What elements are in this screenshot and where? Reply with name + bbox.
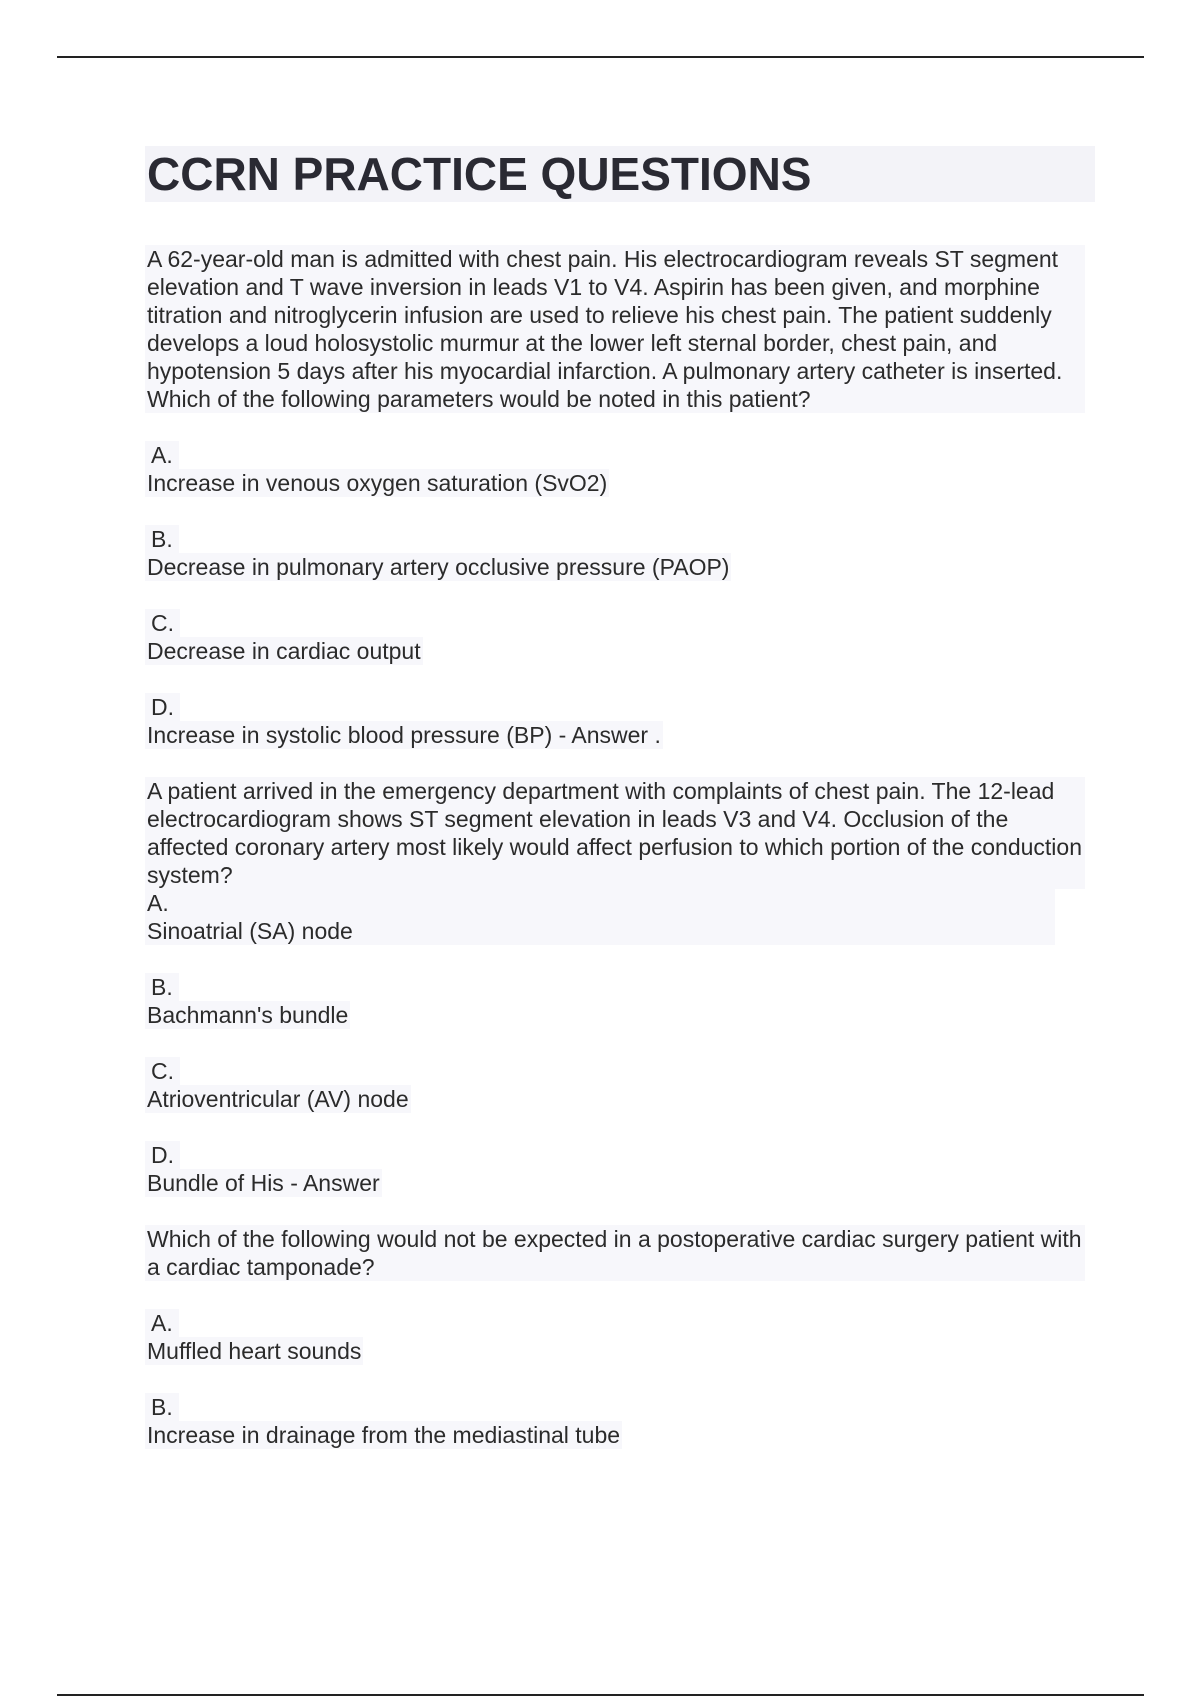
option-text: Increase in drainage from the mediastinal tube [147,1422,621,1448]
question-1-option-d [145,693,1095,749]
question-2-option-c [145,1057,1095,1113]
top-rule [57,56,1144,58]
option-letter: B. [145,1393,179,1421]
question-3-option-a [145,1309,1095,1365]
bottom-rule [57,1694,1144,1696]
option-letter: C. [145,1057,180,1085]
question-1-option-c [145,609,1095,665]
question-2-text: A patient arrived in the emergency department with complaints of chest pain. The 12-lead electrocardiogram shows ST segment elevation in leads V3 and V4. Occlusion of the affected coronary artery most likely would affect perfusion to which portion of the conduction system? [145,777,1085,889]
option-text: Bachmann's bundle [147,1002,349,1028]
page-title: CCRN PRACTICE QUESTIONS [145,146,1095,202]
option-letter: B. [145,973,179,1001]
document-body [145,146,1095,1477]
option-text: Bundle of His - Answer [147,1170,380,1196]
question-2-option-a [145,889,1095,945]
option-letter: A. [145,1309,179,1337]
option-letter: C. [145,609,180,637]
question-1-option-a [145,441,1095,497]
option-letter: A. [145,441,179,469]
question-2-option-b [145,973,1095,1029]
option-text: Atrioventricular (AV) node [147,1086,409,1112]
option-letter: D. [145,1141,180,1169]
option-block [145,889,1055,945]
option-text: Increase in venous oxygen saturation (SvO2) [147,470,608,496]
option-text: Sinoatrial (SA) node [147,918,353,944]
option-letter: A. [145,889,175,917]
option-letter: D. [145,693,180,721]
question-3-text: Which of the following would not be expected in a postoperative cardiac surgery patient with a cardiac tamponade? [145,1225,1085,1281]
option-text: Decrease in pulmonary artery occlusive pressure (PAOP) [147,554,730,580]
option-letter: B. [145,525,179,553]
question-1-text: A 62-year-old man is admitted with chest pain. His electrocardiogram reveals ST segment elevation and T wave inversion in leads V1 to V4. Aspirin has been given, and morphine titration and nitroglycerin infusion are used to relieve his chest pain. The patient suddenly develops a loud holosystolic murmur at the lower left sternal border, chest pain, and hypotension 5 days after his myocardial infarction. A pulmonary artery catheter is inserted. Which of the following parameters would be noted in this patient? [145,245,1085,413]
question-1-option-b [145,525,1095,581]
question-3-option-b [145,1393,1095,1449]
option-text: Decrease in cardiac output [147,638,421,664]
option-text: Muffled heart sounds [147,1338,362,1364]
option-text: Increase in systolic blood pressure (BP) - Answer . [147,722,661,748]
question-2-option-d [145,1141,1095,1197]
